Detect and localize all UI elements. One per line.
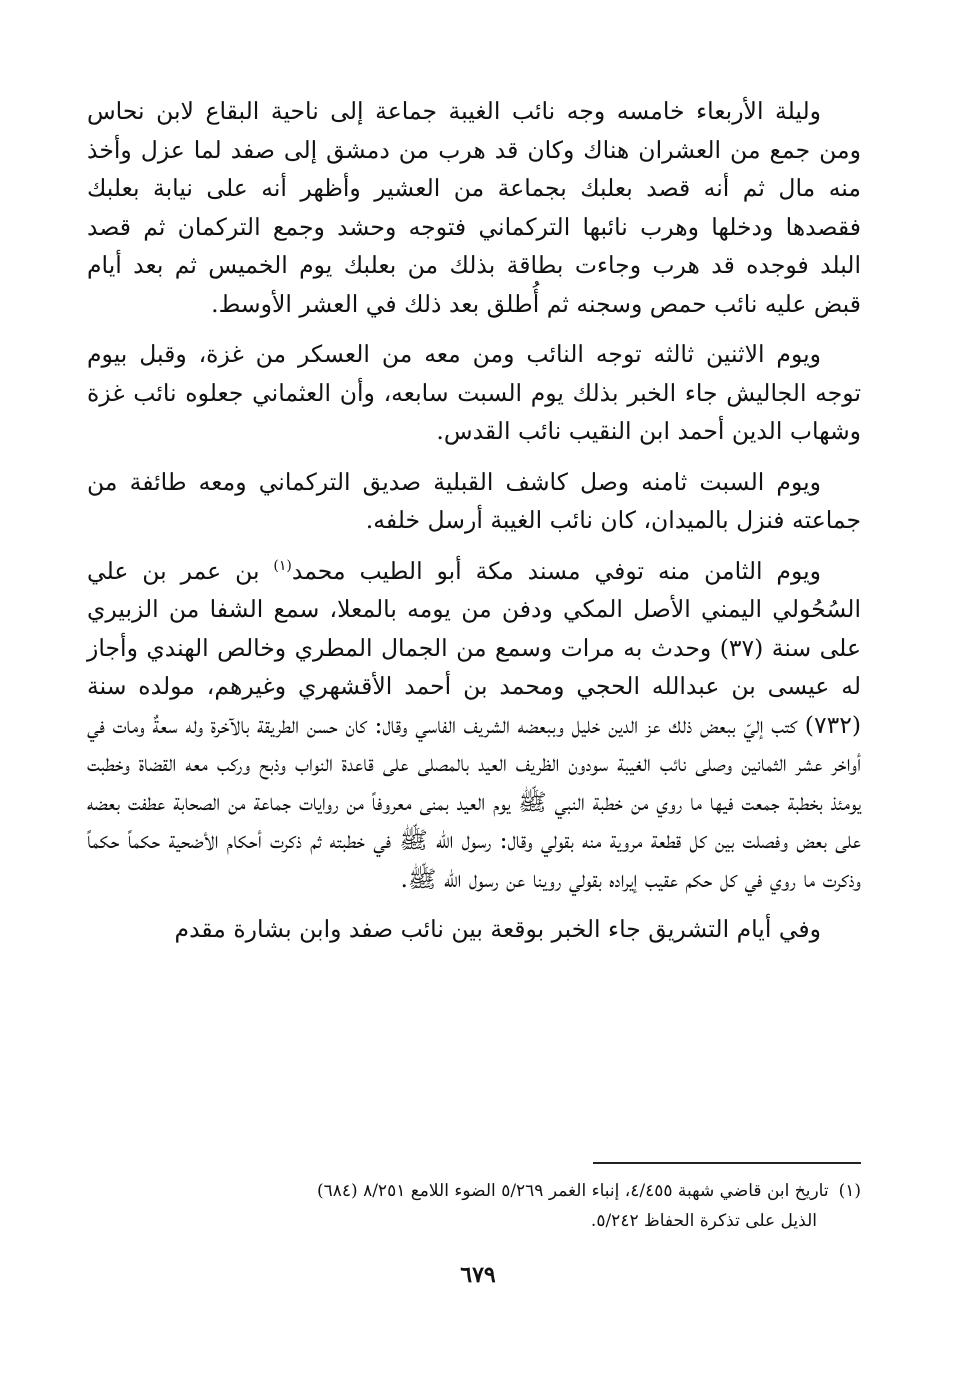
paragraph-5: وفي أيام التشريق جاء الخبر بوقعة بين نائب صفد وابن بشارة مقدم bbox=[174, 915, 821, 943]
footnote-number: (١) bbox=[838, 1181, 861, 1201]
paragraph-4 bbox=[87, 552, 861, 899]
paragraph-4-rest: بن عمر بن علي السُحُولي اليمني الأصل المكي ودفن من يومه بالمعلا، سمع الشفا من الزبيري على سنة (٣٧) وحدث به مرات وسمع من الجمال المطري وخالص الهندي وأجاز له عيسى بن عبدالله الحجي ومحمد بن أحمد الأقشهري وغيرهم، مولده سنة (٧٣٢) كتب إليّ ببعض ذلك عز الدين خليل وببعضه الشريف الفاسي وقال: كان حسن الطريقة بالآخرة وله سعةٌ ومات في أواخر عشر الثمانين وصلى نائب الغيبة سودون الظريف العيد بالمصلى على قاعدة النواب وذبح وركب معه القضاة وخطبت يومئذ بخطبة جمعت فيها ما روي من خطبة النبي ﷺ يوم العيد بمنى معروفاً من روايات جماعة من الصحابة عطفت بعضه على بعض وفصلت بين كل قطعة مروية منه بقولي وقال: رسول الله ﷺ في خطبته ثم ذكرت أحكام الأضحية حكماً حكماً وذكرت ما روي في كل حكم عقيب إيراده بقولي روينا عن رسول الله ﷺ. bbox=[87, 556, 861, 893]
paragraph-2: ويوم الاثنين ثالثه توجه النائب ومن معه من العسكر من غزة، وقبل بيوم توجه الجاليش جاء الخبر بذلك يوم السبت سابعه، وأن العثماني جعلوه نائب غزة وشهاب الدين أحمد ابن النقيب نائب القدس. bbox=[87, 340, 861, 445]
main-text bbox=[87, 92, 861, 961]
footnote-line-1: تاريخ ابن قاضي شهبة ٤/٤٥٥، إنباء الغمر ٥/٢٦٩ الضوء اللامع ٨/٢٥١ (٦٨٤) bbox=[316, 1181, 829, 1201]
footnote-separator bbox=[593, 1162, 861, 1164]
page-number: ٦٧٩ bbox=[460, 1262, 496, 1288]
footnote-reference: (١) bbox=[273, 557, 292, 574]
footnote-line-2: الذيل على تذكرة الحفاظ ٥/٢٤٢. bbox=[590, 1211, 817, 1231]
paragraph-4-start: ويوم الثامن منه توفي مسند مكة أبو الطيب محمد bbox=[291, 556, 822, 585]
paragraph-3: ويوم السبت ثامنه وصل كاشف القبلية صديق التركماني ومعه طائفة من جماعته فنزل بالميدان، كان نائب الغيبة أرسل خلفه. bbox=[87, 467, 861, 534]
paragraph-1: وليلة الأربعاء خامسه وجه نائب الغيبة جماعة إلى ناحية البقاع لابن نحاس ومن جمع من العشران هناك وكان قد هرب من دمشق إلى صفد لما عزل وأخذ منه مال ثم أنه قصد بعلبك بجماعة من العشير وأظهر أنه على نيابة بعلبك فقصدها ودخلها وهرب نائبها التركماني فتوجه وحشد وجمع التركمان ثم قصد البلد فوجده قد هرب وجاءت بطاقة بذلك من بعلبك يوم الخميس ثم بعد أيام قبض عليه نائب حمص وسجنه ثم أُطلق بعد ذلك في العشر الأوسط. bbox=[87, 97, 861, 318]
footnote bbox=[87, 1176, 861, 1236]
